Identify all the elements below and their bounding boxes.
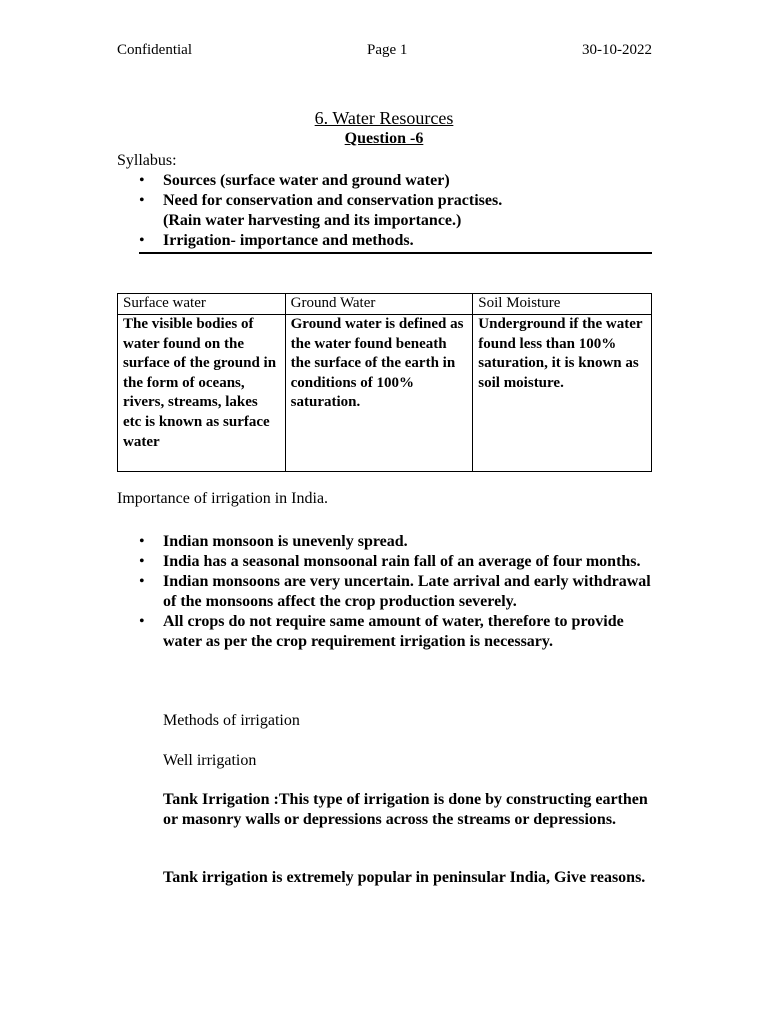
table-header-cell: Ground Water <box>285 294 473 315</box>
list-item-text: Indian monsoons are very uncertain. Late arrival and early withdrawal of the monsoons affect the crop production severely. <box>163 573 651 610</box>
bullet-icon: • <box>139 232 145 249</box>
question-number: Question -6 <box>344 130 424 147</box>
syllabus-item-text: Irrigation- importance and methods. <box>163 232 414 249</box>
bullet-icon: • <box>139 172 145 189</box>
table-header-cell: Soil Moisture <box>473 294 652 315</box>
list-item-text: All crops do not require same amount of water, therefore to provide water as per the crop requirement irrigation is necessary. <box>163 613 624 650</box>
section-divider <box>139 252 652 254</box>
page-header <box>117 42 652 62</box>
bullet-icon: • <box>139 573 145 590</box>
syllabus-item <box>117 191 652 231</box>
importance-heading: Importance of irrigation in India. <box>117 490 329 507</box>
header-page-number: Page 1 <box>367 42 408 58</box>
list-item <box>117 572 652 612</box>
syllabus-item-note: (Rain water harvesting and its importance.) <box>163 212 462 229</box>
syllabus-list <box>117 171 652 251</box>
methods-heading: Methods of irrigation <box>163 712 300 729</box>
table-cell: Underground if the water found less than 100% saturation, it is known as soil moisture. <box>473 315 652 472</box>
bullet-icon: • <box>139 613 145 630</box>
header-date: 30-10-2022 <box>582 42 652 58</box>
bullet-icon: • <box>139 533 145 550</box>
tank-irrigation-question: Tank irrigation is extremely popular in peninsular India, Give reasons. <box>163 869 646 886</box>
header-confidential: Confidential <box>117 42 192 58</box>
water-types-table <box>117 293 652 472</box>
syllabus-item <box>117 171 652 191</box>
table-header-row <box>118 294 652 315</box>
syllabus-item-text: Need for conservation and conservation practises. <box>163 192 503 209</box>
importance-list <box>117 532 652 652</box>
document-title: 6. Water Resources <box>314 108 454 128</box>
table-cell: The visible bodies of water found on the surface of the ground in the form of oceans, rivers, streams, lakes etc is known as surface water <box>118 315 286 472</box>
syllabus-section <box>117 151 652 251</box>
well-irrigation-heading: Well irrigation <box>163 752 257 769</box>
tank-irrigation-paragraph: Tank Irrigation :This type of irrigation is done by constructing earthen or masonry walls or depressions across the streams or depressions. <box>163 791 648 828</box>
list-item <box>117 612 652 652</box>
syllabus-label: Syllabus: <box>117 152 177 169</box>
list-item <box>117 532 652 552</box>
table-row <box>118 315 652 472</box>
list-item-text: Indian monsoon is unevenly spread. <box>163 533 408 550</box>
list-item-text: India has a seasonal monsoonal rain fall of an average of four months. <box>163 553 641 570</box>
table-header-cell: Surface water <box>118 294 286 315</box>
syllabus-item-text: Sources (surface water and ground water) <box>163 172 450 189</box>
syllabus-item <box>117 231 652 251</box>
list-item <box>117 552 652 572</box>
bullet-icon: • <box>139 192 145 209</box>
table-cell: Ground water is defined as the water found beneath the surface of the earth in conditions of 100% saturation. <box>285 315 473 472</box>
bullet-icon: • <box>139 553 145 570</box>
